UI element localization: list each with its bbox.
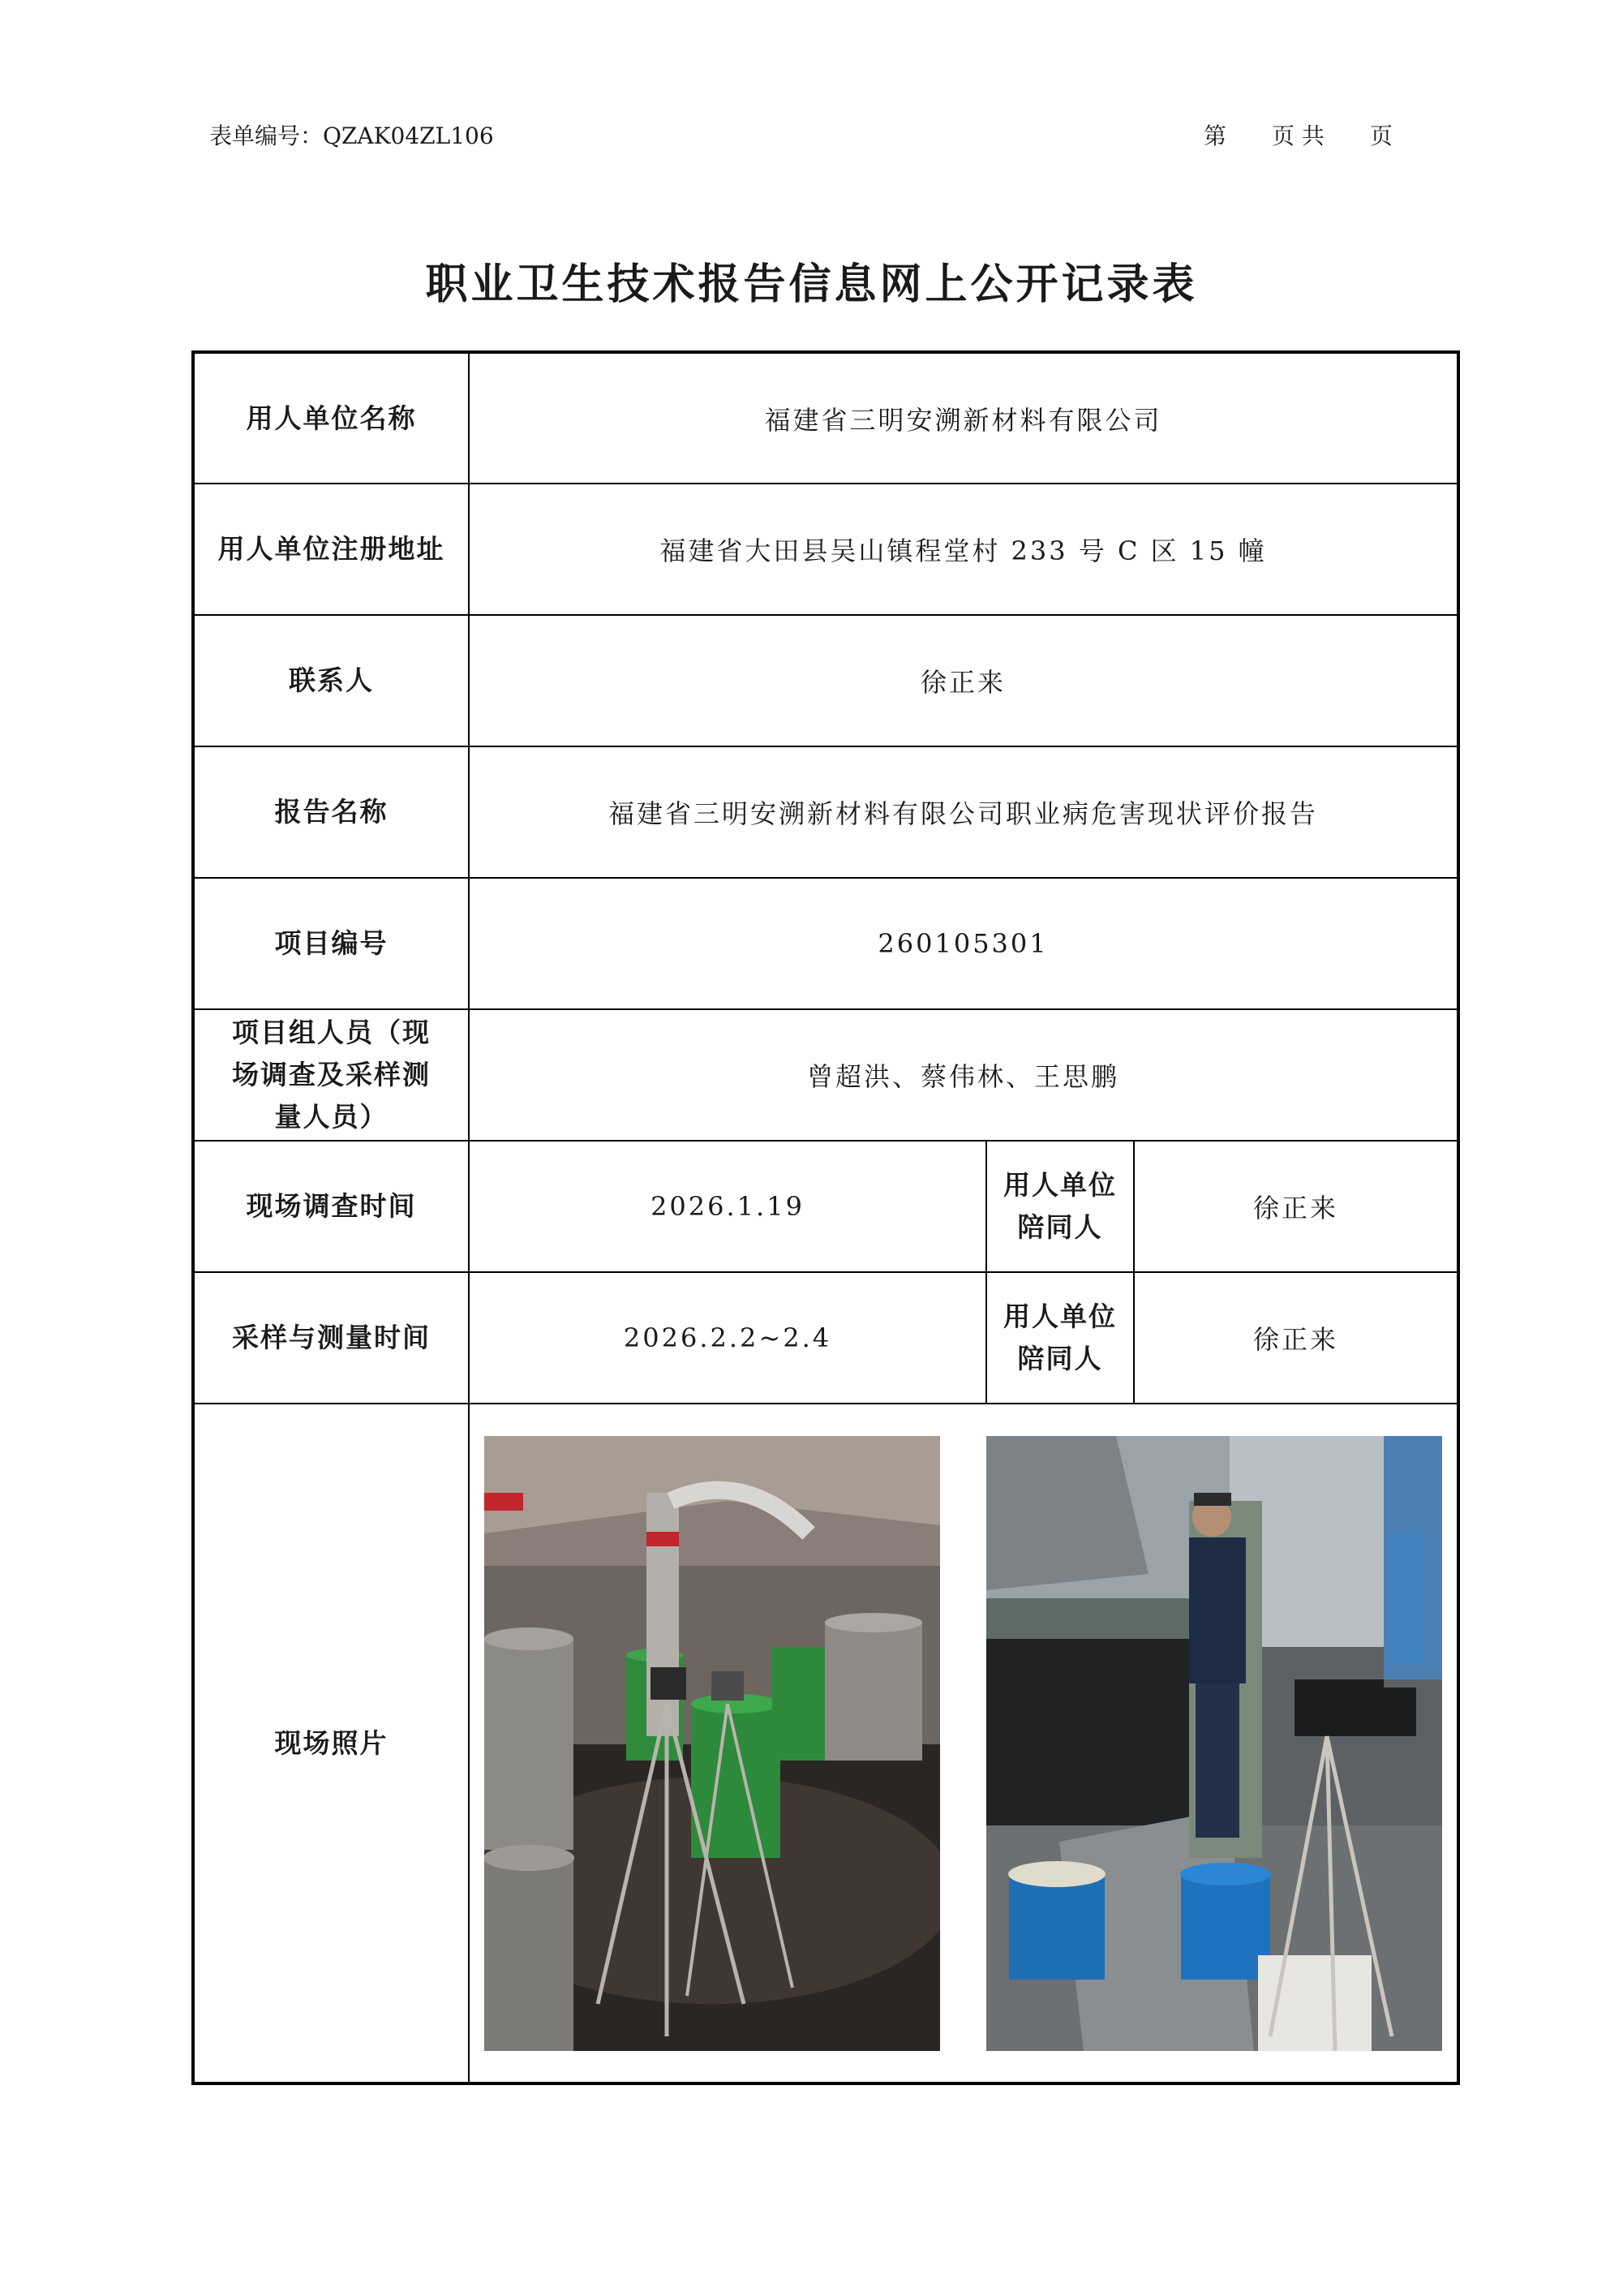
row-employer-name bbox=[193, 352, 1458, 484]
row-sampling-time bbox=[193, 1272, 1458, 1404]
site-photo-2 bbox=[986, 1436, 1442, 2051]
page-info: 第 页 共 页 bbox=[1204, 123, 1393, 149]
sampling-time-value: 2026.2.2~2.4 bbox=[469, 1272, 986, 1404]
sampling-time-label: 采样与测量时间 bbox=[193, 1272, 469, 1404]
survey-time-value: 2026.1.19 bbox=[469, 1141, 986, 1272]
report-name-value: 福建省三明安溯新材料有限公司职业病危害现状评价报告 bbox=[469, 746, 1458, 878]
sampling-companion-label: 用人单位陪同人 bbox=[986, 1272, 1134, 1404]
row-team-members bbox=[193, 1009, 1458, 1141]
team-members-value: 曾超洪、蔡伟林、王思鹏 bbox=[469, 1009, 1458, 1141]
employer-name-label: 用人单位名称 bbox=[193, 352, 469, 484]
registered-address-label: 用人单位注册地址 bbox=[193, 484, 469, 615]
project-number-label: 项目编号 bbox=[193, 878, 469, 1009]
row-registered-address bbox=[193, 484, 1458, 615]
row-project-number bbox=[193, 878, 1458, 1009]
site-photo-1 bbox=[484, 1436, 940, 2051]
sampling-companion-value: 徐正来 bbox=[1134, 1272, 1458, 1404]
survey-companion-value: 徐正来 bbox=[1134, 1141, 1458, 1272]
report-name-label: 报告名称 bbox=[193, 746, 469, 878]
record-table bbox=[191, 350, 1460, 2085]
site-photos-label: 现场照片 bbox=[193, 1404, 469, 2083]
registered-address-value: 福建省大田县吴山镇程堂村 233 号 C 区 15 幢 bbox=[469, 484, 1458, 615]
team-members-label: 项目组人员（现场调查及采样测量人员） bbox=[193, 1009, 469, 1141]
project-number-value: 260105301 bbox=[469, 878, 1458, 1009]
row-survey-time bbox=[193, 1141, 1458, 1272]
row-contact bbox=[193, 615, 1458, 746]
survey-companion-label: 用人单位陪同人 bbox=[986, 1141, 1134, 1272]
contact-value: 徐正来 bbox=[469, 615, 1458, 746]
row-report-name bbox=[193, 746, 1458, 878]
row-site-photos bbox=[193, 1404, 1458, 2083]
form-number: 表单编号：QZAK04ZL106 bbox=[209, 123, 494, 149]
site-photos-cell bbox=[469, 1404, 1458, 2083]
document-title: 职业卫生技术报告信息网上公开记录表 bbox=[425, 260, 1198, 309]
contact-label: 联系人 bbox=[193, 615, 469, 746]
survey-time-label: 现场调查时间 bbox=[193, 1141, 469, 1272]
employer-name-value: 福建省三明安溯新材料有限公司 bbox=[469, 352, 1458, 484]
